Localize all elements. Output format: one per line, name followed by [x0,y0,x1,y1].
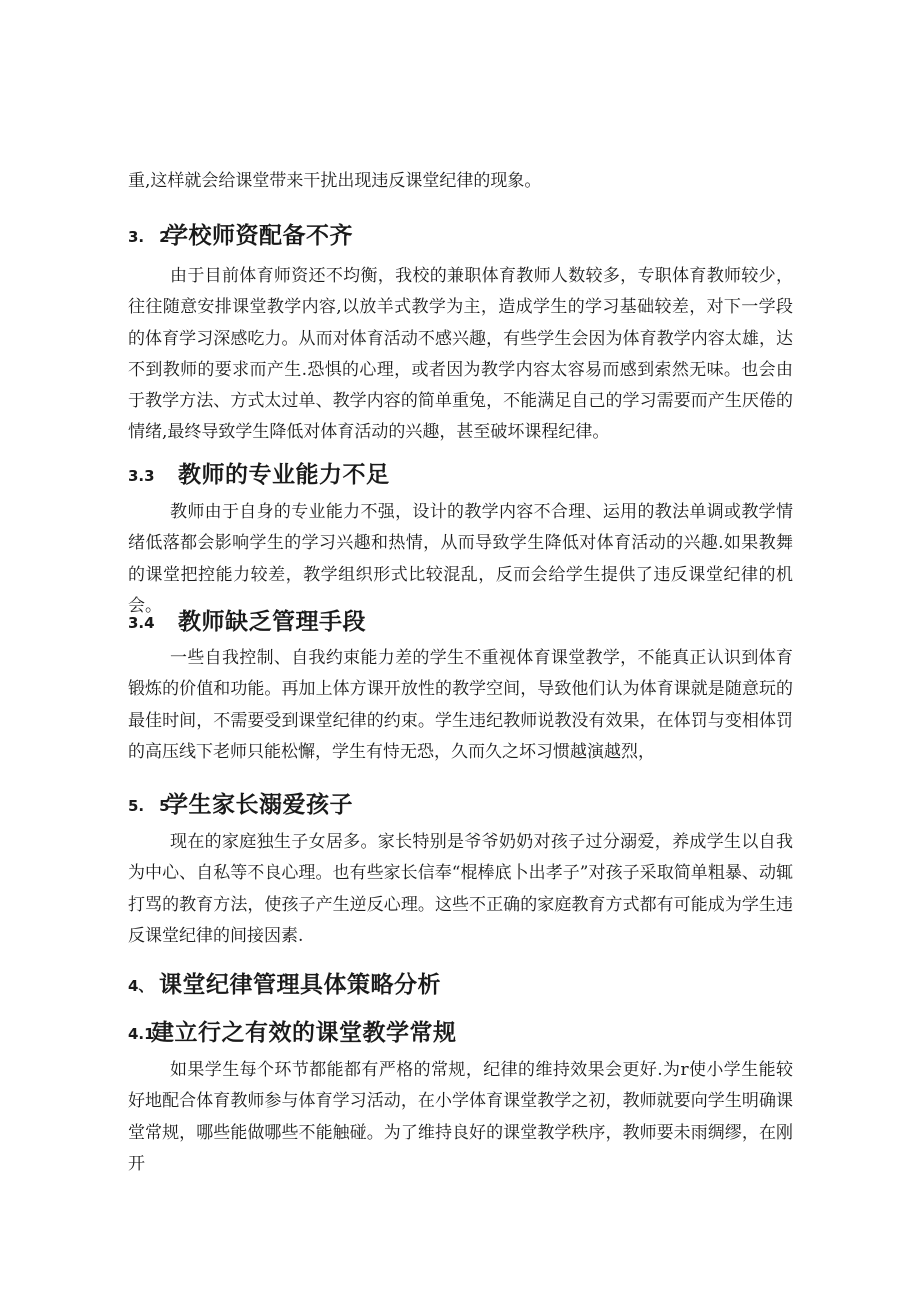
heading-number: 5. 5 [128,797,170,815]
heading-title: 教师的专业能力不足 [178,462,390,488]
heading-number: 3.4 [128,614,155,632]
paragraph-3-4: 一些自我控制、自我约束能力差的学生不重视体育课堂教学，不能真正认识到体育锻炼的价值和功能。再加上体方课开放性的教学空间，导致他们认为体育课就是随意玩的最佳时间，不需要受到课堂纪律的约束。学生违纪教师说教没有效果，在体罚与变相体罚的高压线下老师只能松懈，学生有恃无恐，久而久之坏习惯越演越烈， [128,648,793,762]
paragraph-3-3: 教师由于自身的专业能力不强，设计的教学内容不合理、运用的教法单调或教学情绪低落都会影响学生的学习兴趣和热情，从而导致学生降低对体育活动的兴趣.如果教舞的课堂把控能力较差，教学组织形式比较混乱，反而会给学生提供了违反课堂纪律的机会。 [128,502,793,616]
heading-3-4 [128,603,366,636]
heading-number: 4.1 [128,1025,155,1043]
paragraph-continuation: 重,这样就会给课堂带来干扰出现违反课堂纪律的现象。 [128,171,542,191]
heading-number: 4、 [128,977,154,995]
heading-3-2 [128,217,353,250]
heading-4-1 [128,1014,457,1047]
heading-5-5 [128,786,353,819]
heading-number: 3.3 [128,467,155,485]
paragraph-5-5: 现在的家庭独生子女居多。家长特别是爷爷奶奶对孩子过分溺爱，养成学生以自我为中心、自私等不良心理。也有些家长信奉“棍棒底卜出孝子”对孩子采取简单粗暴、动辄打骂的教育方法，使孩子产生逆反心理。这些不正确的家庭教育方式都有可能成为学生违反课堂纪律的间接因素. [128,832,793,946]
paragraph-4-1: 如果学生每个环节都能都有严格的常规，纪律的维持效果会更好.为r使小学生能较好地配合体育教师参与体育学习活动，在小学体育课堂教学之初，教师就要向学生明确课堂常规，哪些能做哪些不能触碰。为了维持良好的课堂教学秩序，教师要未雨绸缪，在刚开 [128,1060,793,1174]
heading-4 [128,966,441,999]
heading-number: 3. 2 [128,228,170,246]
heading-title: 学生家长溺爱孩子 [165,792,353,818]
heading-title: 学校师资配备不齐 [165,223,353,249]
heading-title: 教师缺乏管理手段 [178,609,366,635]
paragraph-3-2: 由于目前体育师资还不均衡，我校的兼职体育教师人数较多，专职体育教师较少，往往随意安排课堂教学内容,以放羊式教学为主，造成学生的学习基础较差，对下一学段的体育学习深感吃力。从而对体育活动不感兴趣，有些学生会因为体育教学内容太雄，达不到教师的要求而产生.恐惧的心理，或者因为教学内容太容易而感到索然无味。也会由于教学方法、方式太过单、教学内容的简单重兔，不能满足自己的学习需要而产生厌倦的情绪,最终导致学生降低对体育活动的兴趣，甚至破坏课程纪律。 [128,266,793,443]
heading-3-3 [128,456,390,489]
heading-title: 建立行之有效的课堂教学常规 [151,1020,457,1046]
heading-title: 课堂纪律管理具体策略分析 [159,972,441,998]
